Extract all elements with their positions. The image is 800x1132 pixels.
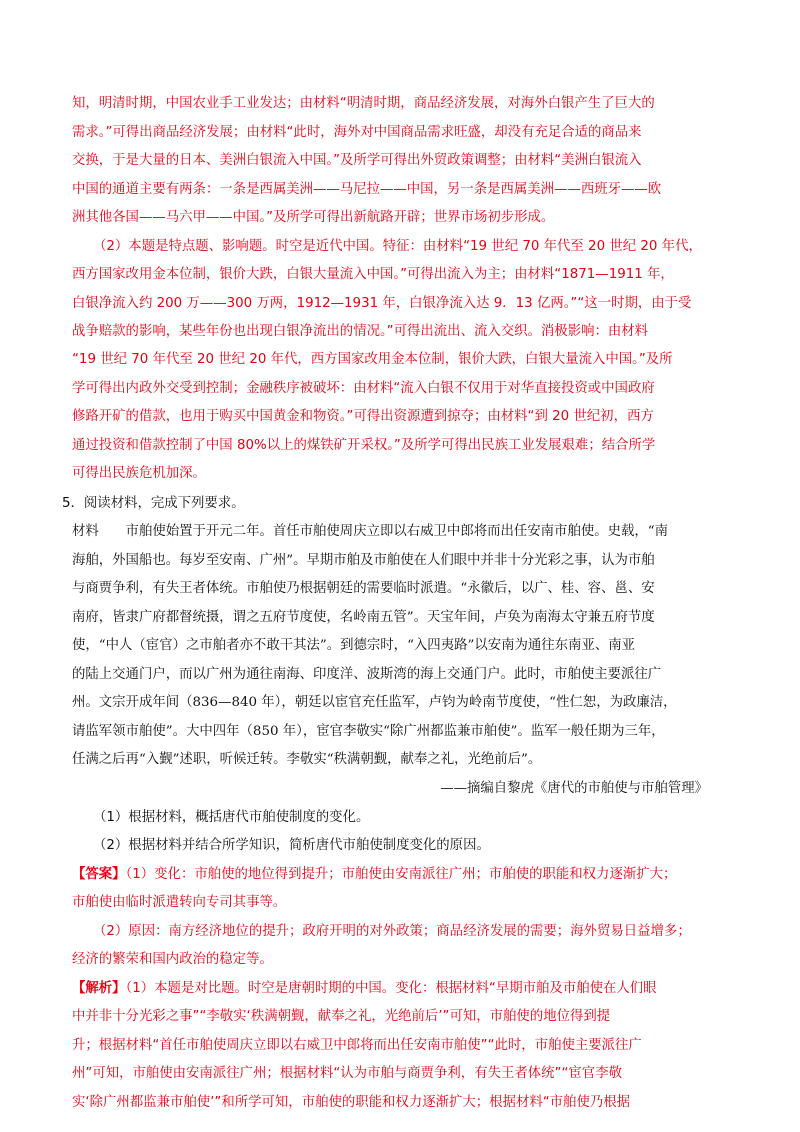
solution-line: 需求。”可得出商品经济发展；由材料“此时，海外对中国商品需求旺盛，却没有充足合适的商品来 (72, 125, 642, 140)
solution-line: 学可得出内政外交受到控制；金融秩序被破坏：由材料“流入白银不仅用于对华直接投资或中国政府 (72, 381, 655, 396)
answer-tag: 【答案】 (72, 867, 126, 882)
material-line: 任满之后再“入觐”述职，听候迁转。李敬实“秩满朝觐，献奉之礼，光绝前后”。 (72, 752, 542, 767)
solution-line: 修路开矿的借款，也用于购买中国黄金和物资。”可得出资源遭到掠夺；由材料“到 20 世纪初，西方 (72, 409, 654, 424)
analysis-text: （1）本题是对比题。时空是唐朝时期的中国。变化：根据材料“早期市舶及市舶使在人们眼 (125, 981, 657, 996)
material-line: 请监军领市舶使”。大中四年（850 年），宦官李敬实“除广州都监兼市舶使”。监军一般任期为三年， (72, 724, 665, 739)
material-source: ——摘编自黎虎《唐代的市舶使与市舶管理》 (440, 781, 708, 796)
analysis-line: 实‘除广州都监兼市舶使’”和所学可知，市舶使的职能和权力逐渐扩大；根据材料“市舶使乃根据 (72, 1095, 631, 1110)
analysis-line (72, 979, 657, 999)
analysis-line: 州”可知，市舶使由安南派往广州；根据材料“认为市舶与商贾争利，有失王者体统”“宦官李敬 (72, 1066, 622, 1081)
answer-line: （2）原因：南方经济地位的提升；政府开明的对外政策；商品经济发展的需要；海外贸易日益增多； (93, 924, 691, 939)
solution-line: 知，明清时期，中国农业手工业发达；由材料“明清时期，商品经济发展，对海外白银产生了巨大的 (72, 96, 655, 111)
solution-line: “19 世纪 70 年代至 20 世纪 20 年代，西方国家改用金本位制，银价大跌，白银大量流入中国。”及所 (72, 352, 673, 367)
material-line: 州。文宗开成年间（836—840 年），朝廷以宦官充任监军，卢钧为岭南节度使，“性仁恕，为政廉洁， (72, 695, 677, 710)
material-line: 南府，皆隶广府都督统摄，谓之五府节度使，名岭南五管”。天宝年间，卢奂为南海太守兼五府节度 (72, 610, 655, 625)
sub-question-2: （2）根据材料并结合所学知识，简析唐代市舶使制度变化的原因。 (93, 838, 490, 853)
solution-line: 通过投资和借款控制了中国 80%以上的煤铁矿开采权。”及所学可得出民族工业发展艰难；结合所学 (72, 438, 656, 453)
solution-line: 洲其他各国——马六甲——中国。”及所学可得出新航路开辟；世界市场初步形成。 (72, 210, 555, 225)
solution-line: 可得出民族危机加深。 (72, 466, 206, 481)
analysis-tag: 【解析】 (72, 981, 126, 996)
answer-line: 市舶使由临时派遣转向专司其事等。 (72, 895, 287, 910)
question-heading: 5．阅读材料，完成下列要求。 (62, 496, 245, 511)
sub-question-1: （1）根据材料，概括唐代市舶使制度的变化。 (93, 810, 370, 825)
material-line: 使，“中人（宦官）之市舶者亦不敢干其法”。到德宗时，“入四夷路”以安南为通往东南亚、南亚 (72, 638, 636, 653)
solution-line: 交换，于是大量的日本、美洲白银流入中国。”及所学可得出外贸政策调整；由材料“美洲白银流入 (72, 153, 642, 168)
material-line: 材料 市舶使始置于开元二年。首任市舶使周庆立即以右威卫中郎将而出任安南市舶使。史载，“南 (72, 524, 669, 539)
solution-line: 西方国家改用金本位制，银价大跌，白银大量流入中国。”可得出流入为主；由材料“1871—1911 年， (72, 267, 674, 282)
analysis-line: 中并非十分光彩之事”“李敬实‘秩满朝觐，献奉之礼，光绝前后’”可知，市舶使的地位得到提 (72, 1009, 611, 1024)
analysis-line: 升；根据材料“首任市舶使周庆立即以右威卫中郎将而出任安南市舶使”“此时，市舶使主要派往广 (72, 1038, 642, 1053)
solution-line: 白银净流入约 200 万——300 万两，1912—1931 年，白银净流入达 9．13 亿两。”“这一时期，由于受 (72, 296, 692, 311)
solution-line: （2）本题是特点题、影响题。时空是近代中国。特征：由材料“19 世纪 70 年代至 20 世纪 20 年代， (93, 239, 702, 254)
solution-line: 战争赔款的影响，某些年份也出现白银净流出的情况。”可得出流出、流入交织。消极影响：由材料 (72, 324, 649, 339)
material-line: 海舶，外国船也。每岁至安南、广州”。早期市舶及市舶使在人们眼中并非十分光彩之事，认为市舶 (72, 553, 655, 568)
material-line: 与商贾争利，有失王者体统。市舶使乃根据朝廷的需要临时派遣。“永徽后，以广、桂、容、邕、安 (72, 581, 655, 596)
answer-text: （1）变化：市舶使的地位得到提升；市舶使由安南派往广州；市舶使的职能和权力逐渐扩大； (125, 867, 677, 882)
answer-line: 经济的繁荣和国内政治的稳定等。 (72, 952, 273, 967)
answer-line (72, 865, 676, 885)
material-line: 的陆上交通门户，而以广州为通往南海、印度洋、波斯湾的海上交通门户。此时，市舶使主要派往广 (72, 667, 662, 682)
solution-line: 中国的通道主要有两条：一条是西属美洲——马尼拉——中国，另一条是西属美洲——西班牙——欧 (72, 182, 662, 197)
